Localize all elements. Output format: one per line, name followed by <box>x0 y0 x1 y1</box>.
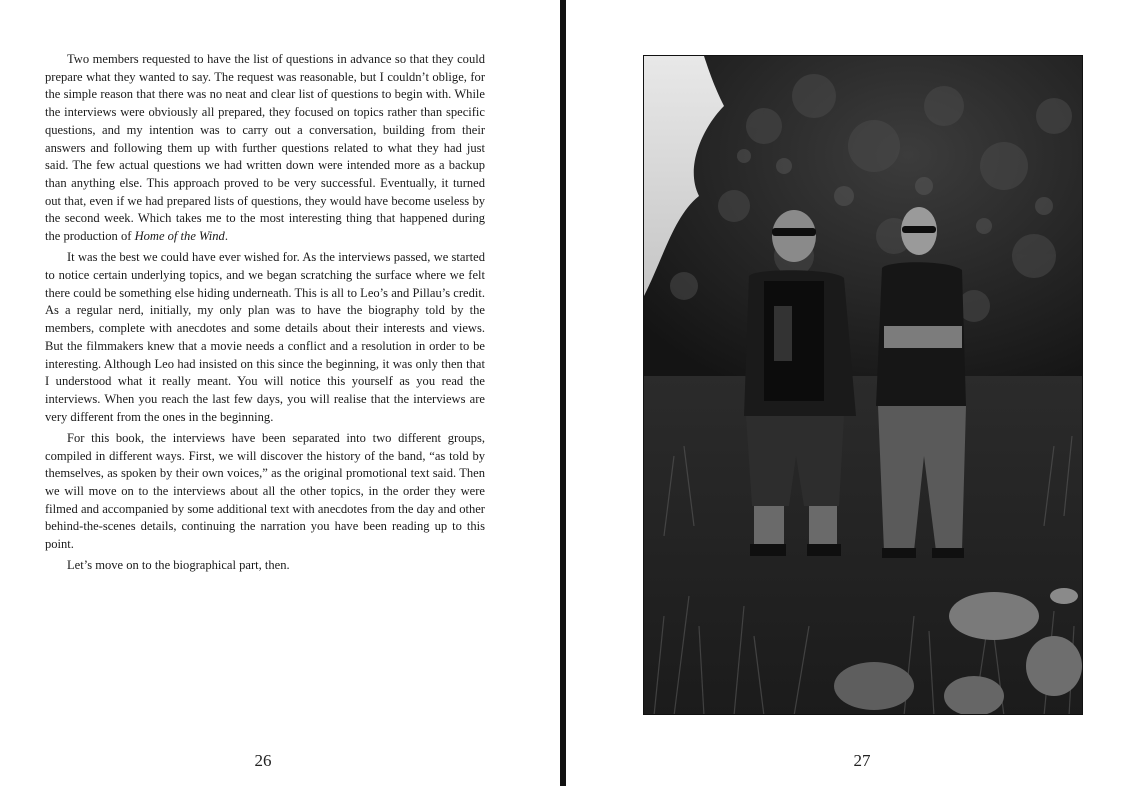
paragraph-1-end: . <box>224 229 228 244</box>
body-text <box>45 51 485 579</box>
page-number-right: 27 <box>853 751 871 770</box>
band-photo <box>643 55 1083 715</box>
paragraph-1 <box>45 51 485 246</box>
page-number-left: 26 <box>254 751 272 770</box>
right-page <box>566 0 1129 786</box>
photo-illustration <box>644 56 1083 715</box>
book-title-italic: Home of the Wind <box>134 229 225 244</box>
paragraph-2: It was the best we could have ever wished for. As the interviews passed, we started to notice certain underlying topics, and we began scratching the surface where we felt there could be something else hiding underneath. This is all to Leo’s and Pillau’s credit. As a regular nerd, initially, my only plan was to have the biography told by the members, complete with anecdotes and some details about their interests and views. But the filmmakers knew that a movie needs a conflict and a resolution in order to be interesting. Although Leo had insisted on this since the beginning, it was only then that I understood what it really meant. You will notice this yourself as you read the interviews. When you reach the last few days, you will realise that the interviews are very different from the ones in the beginning. <box>45 250 485 424</box>
paragraph-3: For this book, the interviews have been separated into two different groups, compiled in different ways. First, we will discover the history of the band, “as told by themselves, as spoken by their own voices,” as the original promotional text said. Then we will move on to the interviews about all the other topics, in the order they were filmed and accompanied by some additional text with anecdotes from the day and other behind-the-scenes details, continuing the narration you have been reading up to this point. <box>45 430 485 552</box>
paragraph-4: Let’s move on to the biographical part, then. <box>67 558 290 573</box>
paragraph-1-text: Two members requested to have the list of questions in advance so that they could prepare what they wanted to say. The request was reasonable, but I couldn’t oblige, for the simple reason that there was no neat and clear list of questions to begin with. While the interviews were obviously all prepared, they focused on topics rather than specific questions, and my intention was to carry out a conversation, building from their answers and following them up with further questions related to what they had just said. The few actual questions we had written down were intended more as a backup than anything else. This approach proved to be very successful. Eventually, it turned out that, even if we had prepared lists of questions, they would have become useless by the second week. Which takes me to the most interesting thing that happened during the production of <box>45 52 485 244</box>
left-page <box>0 0 560 786</box>
